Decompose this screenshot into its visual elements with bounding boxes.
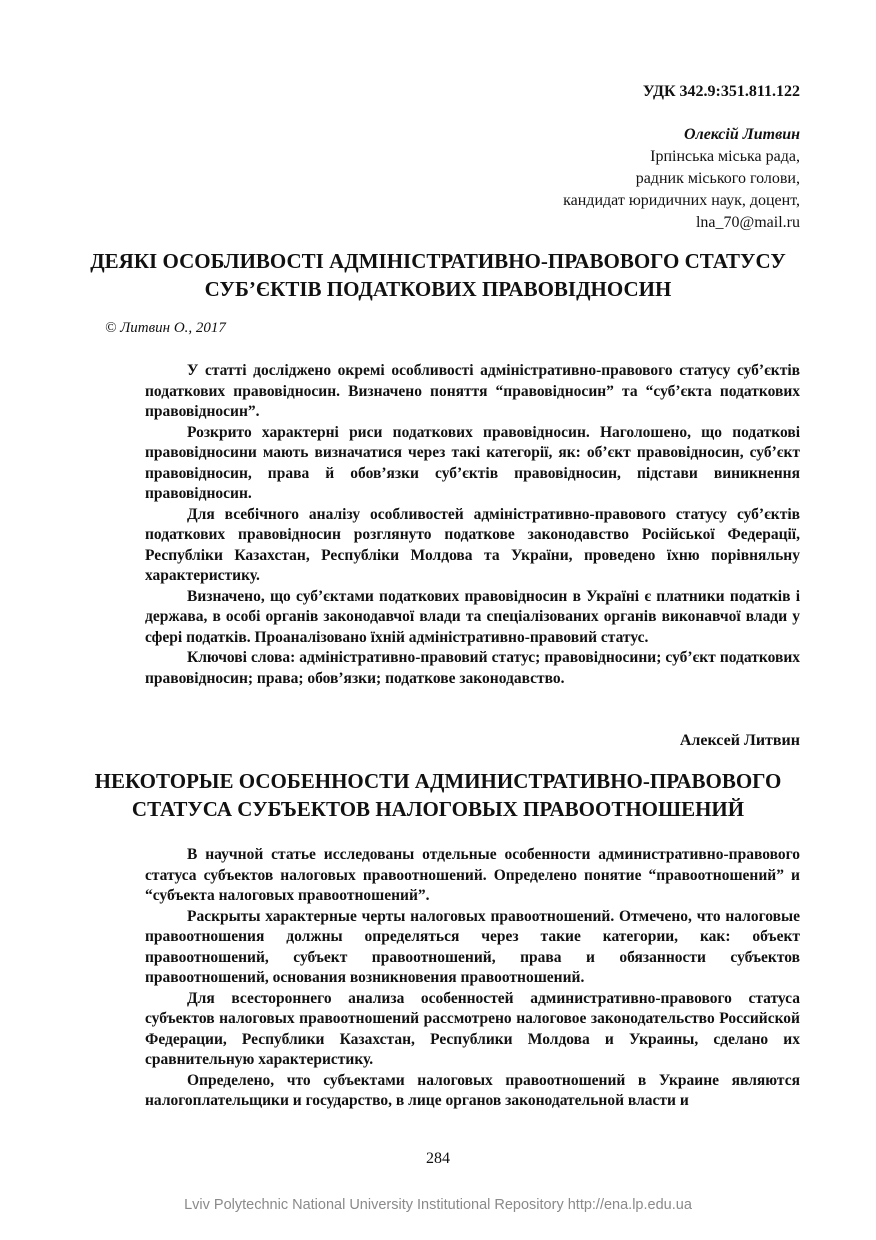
title-line: СУБ’ЄКТІВ ПОДАТКОВИХ ПРАВОВІДНОСИН xyxy=(204,277,672,301)
abstract-ru xyxy=(145,845,800,1112)
abstract-paragraph: У статті досліджено окремі особливості адміністративно-правового статусу суб’єктів податкових правовідносин. Визначено поняття “правовідносин” та “суб’єкта податкових правовідносин”. xyxy=(145,362,800,420)
article-title-ru xyxy=(70,767,806,823)
author-name-ua: Олексій Литвин xyxy=(683,126,800,143)
title-line: ДЕЯКІ ОСОБЛИВОСТІ АДМІНІСТРАТИВНО-ПРАВОВОГО СТАТУСУ xyxy=(90,249,786,273)
author-info-ua xyxy=(563,124,800,234)
title-line: НЕКОТОРЫЕ ОСОБЕННОСТИ АДМИНИСТРАТИВНО-ПРАВОВОГО xyxy=(94,769,782,793)
abstract-ua xyxy=(145,361,800,689)
author-affiliation-line: радник міського голови, xyxy=(635,170,800,187)
abstract-paragraph: Визначено, що суб’єктами податкових правовідносин в Україні є платники податків і держава, в особі органів законодавчої влади та спеціалізованих органів виконавчої влади у сфері податків. Проаналізовано їхній адміністративно-правовий статус. xyxy=(145,587,800,646)
abstract-paragraph: Раскрыты характерные черты налоговых правоотношений. Отмечено, что налоговые правоотношения должны определяться через такие категории, как: объект правоотношений, субъект правоотношений, права и обязанности субъектов правоотношений, основания возникновения правоотношений. xyxy=(145,907,800,986)
repository-footer: Lviv Polytechnic National University Institutional Repository http://ena.lp.edu.ua xyxy=(184,1197,692,1213)
keywords-paragraph: Ключові слова: адміністративно-правовий статус; правовідносини; суб’єкт податкових правовідносин; права; обов’язки; податкове законодавство. xyxy=(145,649,800,687)
author-name-ru: Алексей Литвин xyxy=(679,732,800,749)
page-number: 284 xyxy=(426,1150,450,1167)
article-title-ua xyxy=(70,247,806,303)
abstract-paragraph: Определено, что субъектами налоговых правоотношений в Украине являются налогоплательщики и государство, в лице органов законодательной власти и xyxy=(145,1071,800,1109)
title-line: СТАТУСА СУБЪЕКТОВ НАЛОГОВЫХ ПРАВООТНОШЕНИЙ xyxy=(131,797,745,821)
udk-code: УДК 342.9:351.811.122 xyxy=(642,83,800,100)
abstract-paragraph: Для всебічного аналізу особливостей адміністративно-правового статусу суб’єктів податкових правовідносин розглянуто податкове законодавство Російської Федерації, Республіки Казахстан, Республіки Молдова та України, проведено їхню порівняльну характеристику. xyxy=(145,505,800,584)
abstract-paragraph: В научной статье исследованы отдельные особенности административно-правового статуса субъектов налоговых правоотношений. Определено понятие “правоотношений” и “субъекта налоговых правоотношений”. xyxy=(145,846,800,904)
copyright-notice: © Литвин О., 2017 xyxy=(105,320,226,336)
abstract-paragraph: Розкрито характерні риси податкових правовідносин. Наголошено, що податкові правовідносини мають визначатися через такі категорії, як: об’єкт правовідносин, суб’єкт правовідносин, права й обов’язки суб’єктів правовідносин, підстави виникнення правовідносин. xyxy=(145,423,800,502)
author-affiliation-line: кандидат юридичних наук, доцент, xyxy=(563,192,800,209)
abstract-paragraph: Для всестороннего анализа особенностей административно-правового статуса субъектов налоговых правоотношений рассмотрено налоговое законодательство Российской Федерации, Республики Казахстан, Республики Молдова и Украины, сделано их сравнительную характеристику. xyxy=(145,989,800,1068)
author-affiliation-line: Ірпінська міська рада, xyxy=(650,148,800,165)
author-email: lna_70@mail.ru xyxy=(695,214,800,231)
